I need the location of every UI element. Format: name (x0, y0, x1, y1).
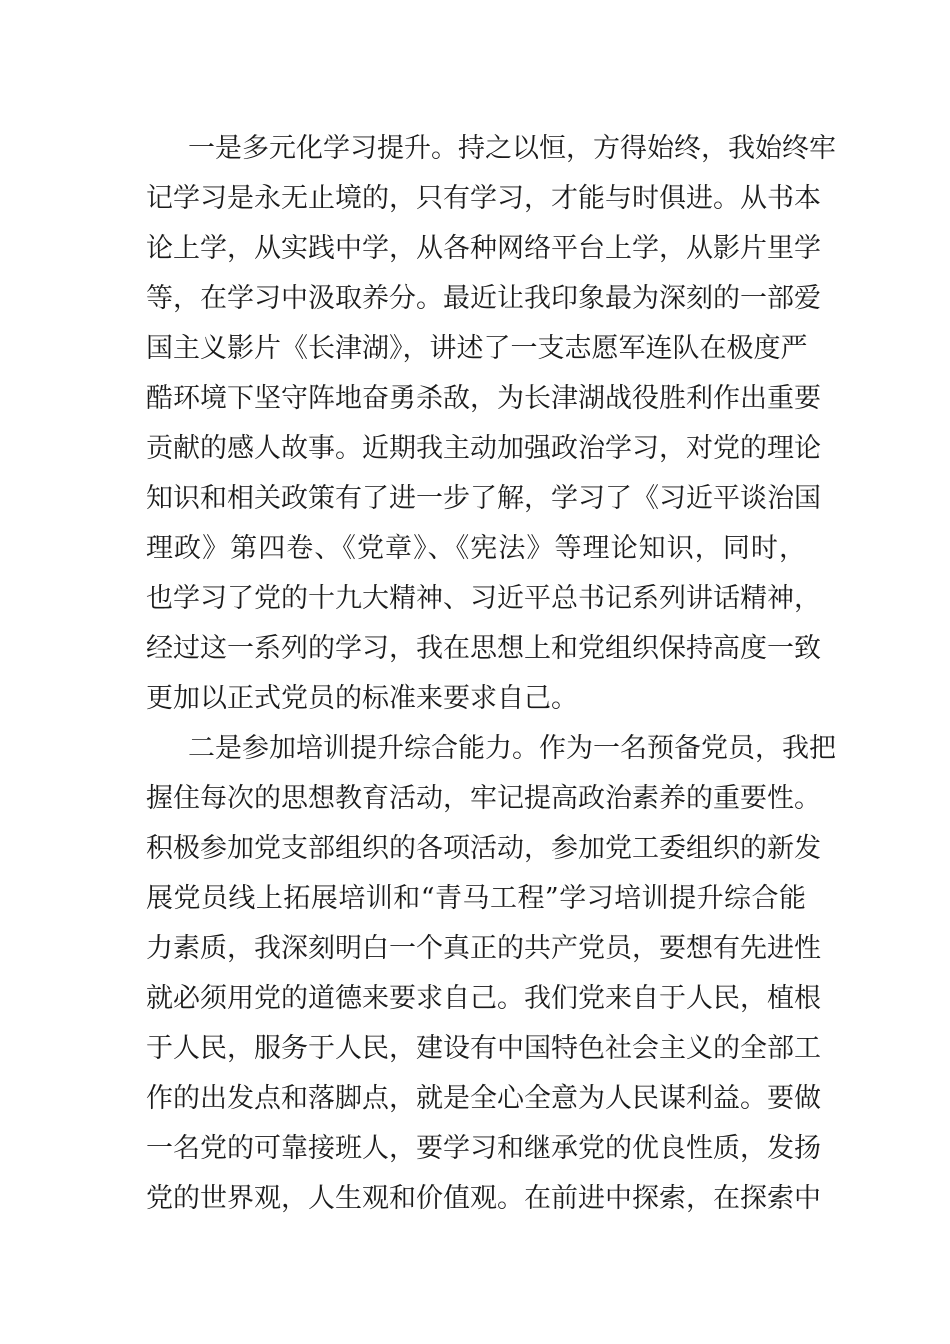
text-line: 一名党的可靠接班人，要学习和继承党的优良性质，发扬 (146, 1133, 821, 1164)
paragraph-2 (146, 724, 836, 1224)
text-line: 展党员线上拓展培训和“青马工程”学习培训提升综合能 (146, 883, 806, 914)
text-line: 积极参加党支部组织的各项活动，参加党工委组织的新发 (146, 833, 821, 864)
text-line: 等，在学习中汲取养分。最近让我印象最为深刻的一部爱 (146, 283, 821, 314)
text-line: 酷环境下坚守阵地奋勇杀敌，为长津湖战役胜利作出重要 (146, 383, 821, 414)
text-line: 贡献的感人故事。近期我主动加强政治学习，对党的理论 (146, 433, 821, 464)
text-line: 更加以正式党员的标准来要求自己。 (146, 683, 578, 714)
text-line: 于人民，服务于人民，建设有中国特色社会主义的全部工 (146, 1033, 821, 1064)
text-line: 也学习了党的十九大精神、习近平总书记系列讲话精神， (146, 583, 821, 614)
paragraph-1 (146, 124, 836, 724)
text-line: 作的出发点和落脚点，就是全心全意为人民谋利益。要做 (146, 1083, 821, 1114)
text-line: 就必须用党的道德来要求自己。我们党来自于人民，植根 (146, 983, 821, 1014)
text-line: 二是参加培训提升综合能力。作为一名预备党员，我把 (188, 733, 836, 764)
text-line: 理政》第四卷、《党章》、《宪法》等理论知识，同时， (146, 533, 806, 564)
text-line: 国主义影片《长津湖》，讲述了一支志愿军连队在极度严 (146, 333, 808, 364)
text-line: 一是多元化学习提升。持之以恒，方得始终，我始终牢 (188, 133, 836, 164)
text-line: 握住每次的思想教育活动，牢记提高政治素养的重要性。 (146, 783, 821, 814)
body-text (146, 124, 836, 1224)
text-line: 力素质，我深刻明白一个真正的共产党员，要想有先进性 (146, 933, 821, 964)
text-line: 知识和相关政策有了进一步了解，学习了《习近平谈治国 (146, 483, 821, 514)
text-line: 论上学，从实践中学，从各种网络平台上学，从影片里学 (146, 233, 821, 264)
text-line: 经过这一系列的学习，我在思想上和党组织保持高度一致 (146, 633, 821, 664)
text-line: 记学习是永无止境的，只有学习，才能与时俱进。从书本 (146, 183, 821, 214)
text-line: 党的世界观，人生观和价值观。在前进中探索，在探索中 (146, 1183, 821, 1214)
